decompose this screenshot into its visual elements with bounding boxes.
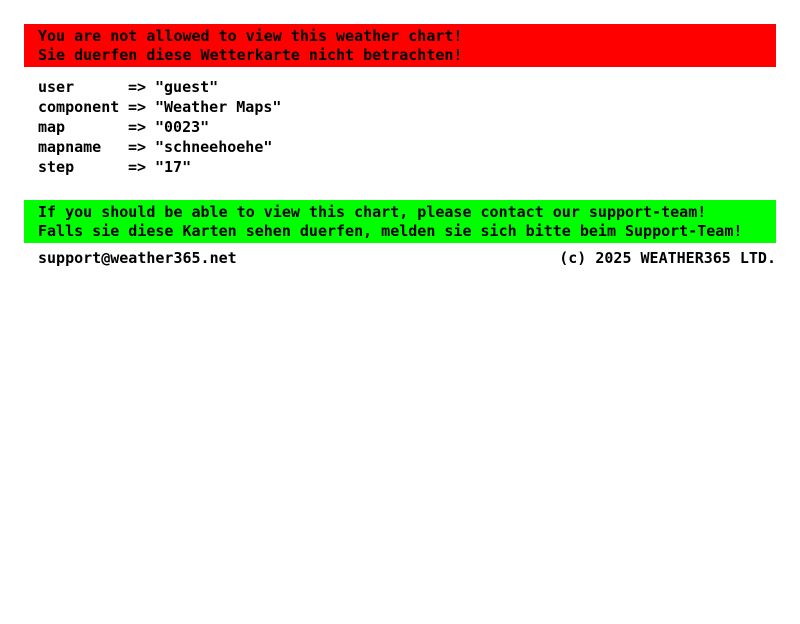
copyright-notice: (c) 2025 WEATHER365 LTD. — [559, 249, 776, 267]
error-page — [24, 24, 776, 268]
detail-value: "Weather Maps" — [155, 98, 282, 116]
detail-row-user — [38, 77, 776, 97]
access-denied-message-en: You are not allowed to view this weather chart! — [38, 27, 463, 45]
footer — [24, 248, 776, 268]
support-message-en: If you should be able to view this chart, please contact our support-team! — [38, 203, 707, 221]
support-email: support@weather365.net — [38, 249, 237, 267]
detail-key: map — [38, 118, 66, 136]
detail-key: mapname — [38, 138, 102, 156]
support-info-banner — [24, 200, 776, 243]
access-denied-banner — [24, 24, 776, 67]
support-message-de: Falls sie diese Karten sehen duerfen, melden sie sich bitte beim Support-Team! — [38, 222, 743, 240]
detail-key: step — [38, 158, 75, 176]
detail-row-step — [38, 157, 776, 177]
detail-value: "0023" — [155, 118, 210, 136]
arrow-glyph: => — [128, 138, 147, 156]
detail-value: "guest" — [155, 78, 219, 96]
access-denied-message-de: Sie duerfen diese Wetterkarte nicht betrachten! — [38, 46, 463, 64]
detail-row-component — [38, 97, 776, 117]
detail-row-map — [38, 117, 776, 137]
detail-key: user — [38, 78, 75, 96]
arrow-glyph: => — [128, 78, 147, 96]
detail-key: component — [38, 98, 120, 116]
request-details-list — [38, 77, 776, 177]
arrow-glyph: => — [128, 98, 147, 116]
detail-value: "17" — [155, 158, 192, 176]
arrow-glyph: => — [128, 158, 147, 176]
detail-value: "schneehoehe" — [155, 138, 273, 156]
arrow-glyph: => — [128, 118, 147, 136]
detail-row-mapname — [38, 137, 776, 157]
